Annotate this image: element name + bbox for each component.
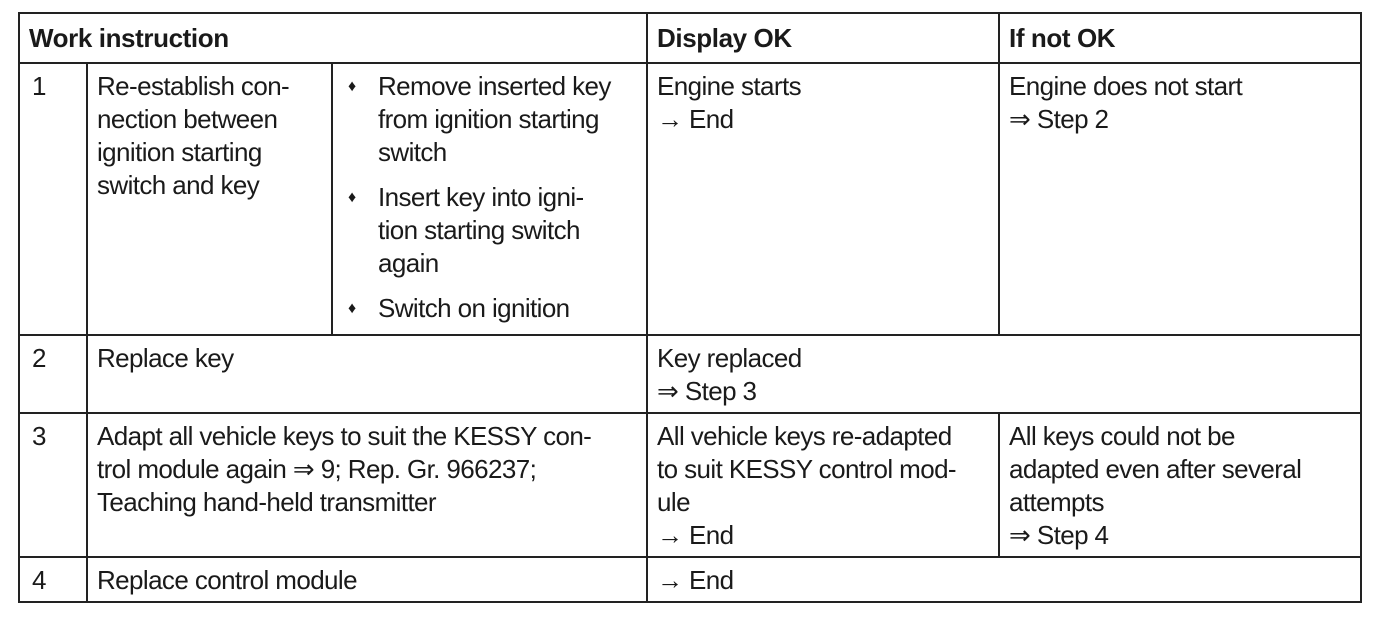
if-not-ok-line: Engine does not start [1009,71,1243,101]
display-ok-cell [647,413,999,557]
display-ok-line: ⇒ Step 3 [657,376,757,406]
display-ok-cell [647,335,1361,413]
substep-item [342,292,637,325]
instruction-line: Teaching hand-held transmitter [97,487,436,517]
table-row [19,335,1361,413]
display-ok-line: ule [657,487,690,517]
if-not-ok-line: adapted even after several [1009,454,1302,484]
substep-line: Switch on ignition [378,293,570,323]
instruction-line: switch and key [97,170,260,200]
procedure-table-container [18,12,1362,603]
display-ok-line: → End [657,565,734,595]
substep-line: Insert key into igni- [378,182,584,212]
substep-item [342,70,637,169]
substeps-cell [332,63,647,335]
display-ok-line: All vehicle keys re-adapted [657,421,952,451]
instruction-line: Replace control module [97,565,357,595]
step-number: 3 [19,413,87,557]
header-display-ok: Display OK [647,13,999,63]
table-row [19,63,1361,335]
substeps-list [342,70,637,325]
if-not-ok-cell [999,413,1361,557]
substep-line: Remove inserted key [378,71,611,101]
step-number: 4 [19,557,87,602]
diamond-bullet-icon: ♦ [348,189,356,206]
header-if-not-ok: If not OK [999,13,1361,63]
instruction-cell [87,557,647,602]
if-not-ok-line: All keys could not be [1009,421,1235,451]
procedure-table [18,12,1362,603]
display-ok-line: Engine starts [657,71,801,101]
substep-line: again [378,248,439,278]
diamond-bullet-icon: ♦ [348,78,356,95]
diamond-bullet-icon: ♦ [348,300,356,317]
display-ok-line: → End [657,104,734,134]
instruction-line: ignition starting [97,137,262,167]
instruction-cell [87,413,647,557]
if-not-ok-line: ⇒ Step 2 [1009,104,1109,134]
if-not-ok-line: attempts [1009,487,1104,517]
instruction-cell [87,335,647,413]
step-number: 2 [19,335,87,413]
substep-item [342,181,637,280]
if-not-ok-line: ⇒ Step 4 [1009,520,1109,550]
display-ok-line: to suit KESSY control mod- [657,454,956,484]
display-ok-cell [647,63,999,335]
header-work-instruction: Work instruction [19,13,647,63]
instruction-line: Replace key [97,343,234,373]
display-ok-cell [647,557,1361,602]
instruction-cell [87,63,332,335]
step-number: 1 [19,63,87,335]
table-row [19,413,1361,557]
instruction-line: Re-establish con- [97,71,290,101]
display-ok-line: → End [657,520,734,550]
substep-line: tion starting switch [378,215,580,245]
substep-line: from ignition starting [378,104,599,134]
if-not-ok-cell [999,63,1361,335]
table-header-row [19,13,1361,63]
display-ok-line: Key replaced [657,343,802,373]
instruction-line: trol module again ⇒ 9; Rep. Gr. 966237; [97,454,537,484]
instruction-line: nection between [97,104,278,134]
table-row [19,557,1361,602]
substep-line: switch [378,137,447,167]
instruction-line: Adapt all vehicle keys to suit the KESSY con- [97,421,592,451]
